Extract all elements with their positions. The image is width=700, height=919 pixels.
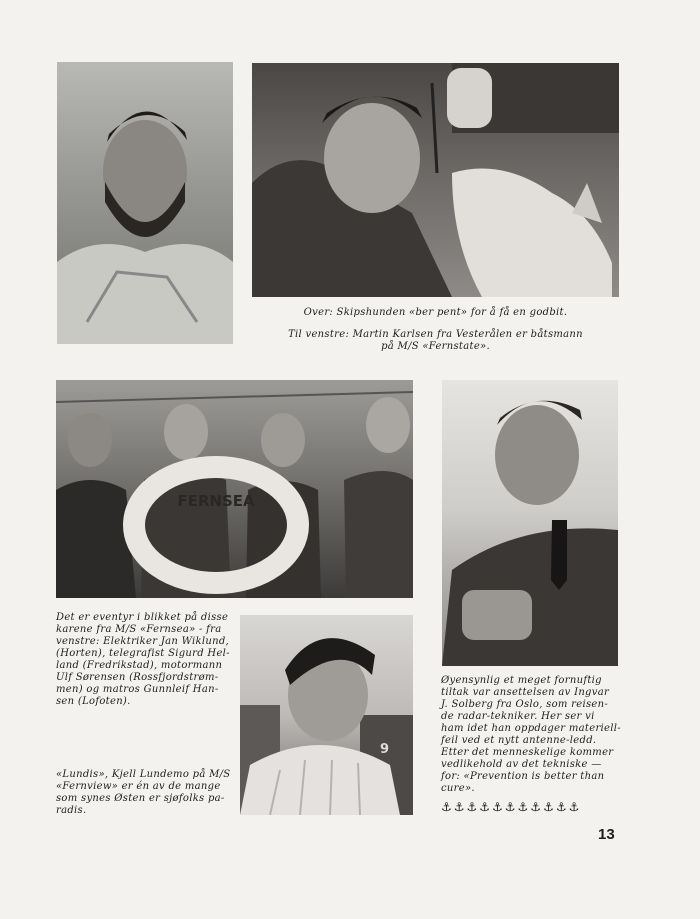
caption-line: cure». [441, 783, 475, 794]
caption-line: land (Fredrikstad), motormann [56, 660, 223, 671]
technician-figure [442, 380, 618, 666]
page-number: 13 [598, 826, 615, 843]
caption-line: som synes Østen er sjøfolks pa- [56, 793, 225, 804]
photo-boatswain-portrait [57, 62, 233, 344]
photo-ship-dog [252, 63, 619, 297]
caption-line: «Lundis», Kjell Lundemo på M/S [56, 769, 231, 780]
caption-line: Det er eventyr i blikket på disse [56, 612, 229, 623]
caption-line: de radar-tekniker. Her ser vi [441, 711, 595, 722]
caption-line: «Fernview» er én av de mange [56, 781, 221, 792]
caption-line: karene fra M/S «Fernsea» - fra [56, 624, 222, 635]
caption-line: (Horten), telegrafist Sigurd Hel- [56, 648, 230, 659]
caption-til-venstre-line2: på M/S «Fernstate». [381, 341, 490, 352]
caption-line: venstre: Elektriker Jan Wiklund, [56, 636, 230, 647]
caption-line: for: «Prevention is better than [441, 771, 605, 782]
caption-line: tiltak var ansettelsen av Ingvar [441, 687, 610, 698]
caption-fernsea-crew [56, 612, 238, 708]
caption-line: men) og matros Gunnleif Han- [56, 684, 219, 695]
caption-line: Øyensynlig et meget fornuftig [441, 675, 602, 686]
hull-number: 9 [380, 742, 390, 757]
boatswain-figure [57, 62, 233, 344]
lundis-figure [240, 615, 413, 815]
caption-line: sen (Lofoten). [56, 696, 131, 707]
lifebuoy-label: FERNSEA [177, 492, 255, 510]
caption-line: ham idet han oppdager materiell- [441, 723, 621, 734]
anchor-icon-row: ⚓⚓⚓⚓⚓⚓⚓⚓⚓⚓⚓ [441, 800, 582, 814]
caption-over: Over: Skipshunden «ber pent» for å få en godbit. [303, 307, 568, 318]
caption-line: radis. [56, 805, 87, 816]
caption-radar-technician [441, 675, 621, 795]
photo-fernsea-crew [56, 380, 413, 598]
caption-line: Ulf Sørensen (Rossfjordstrøm- [56, 672, 219, 683]
caption-til-venstre-line1: Til venstre: Martin Karlsen fra Vesterålen er båtsmann [288, 329, 583, 340]
caption-line: feil ved et nytt antenne-ledd. [441, 735, 597, 746]
caption-lundis [56, 769, 238, 817]
photo-lundis [240, 615, 413, 815]
man-and-dog-figure [252, 63, 619, 297]
caption-line: Etter det menneskelige kommer [441, 747, 614, 758]
caption-line: J. Solberg fra Oslo, som reisen- [441, 699, 609, 710]
photo-radar-technician [442, 380, 618, 666]
caption-line: vedlikehold av det tekniske — [441, 759, 602, 770]
crew-figures [56, 380, 413, 598]
